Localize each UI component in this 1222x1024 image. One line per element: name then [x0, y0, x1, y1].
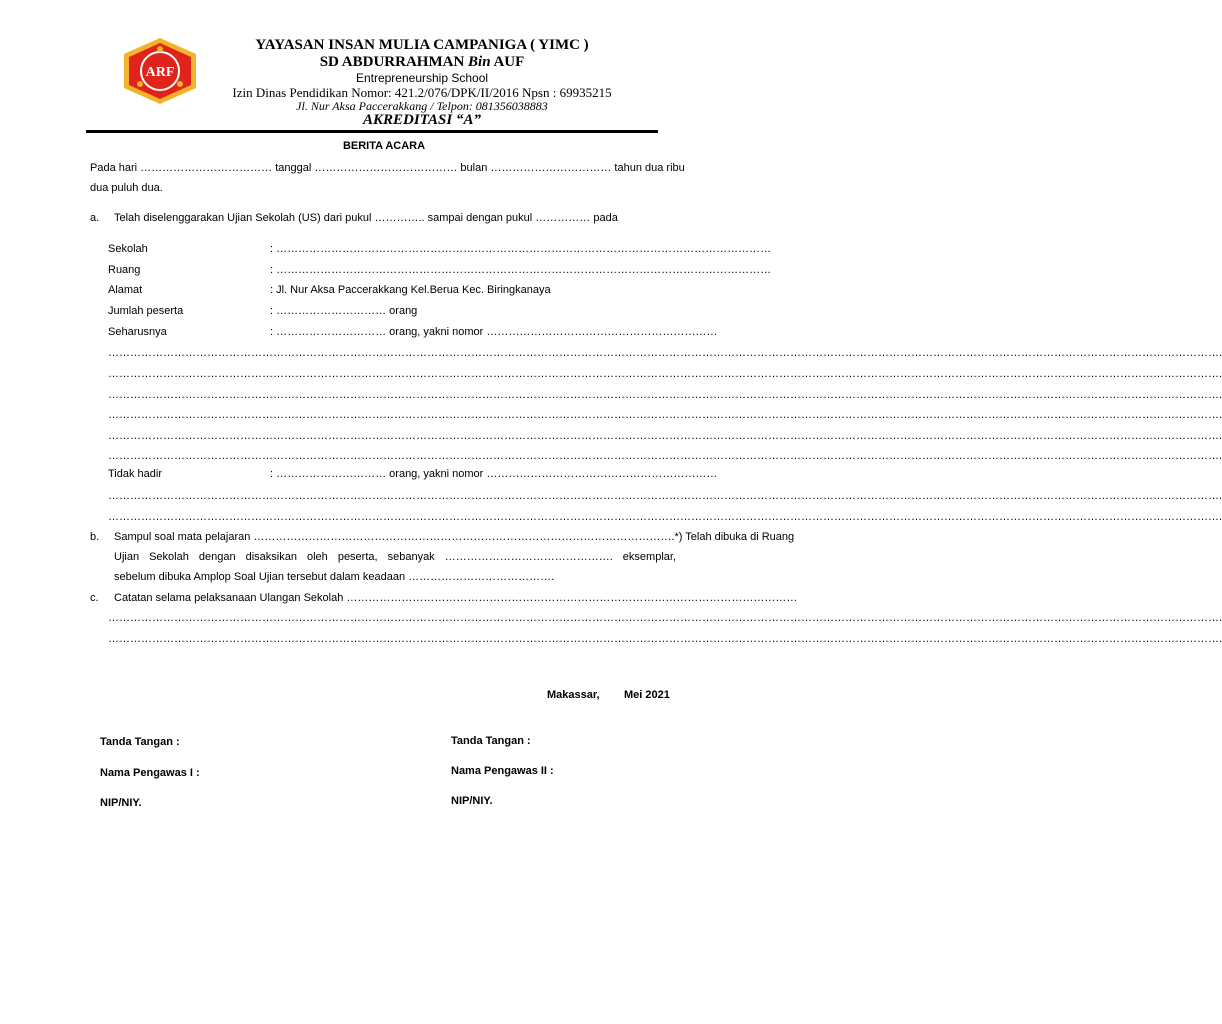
intro-line-2: dua puluh dua. [90, 182, 163, 194]
field-value-school: : ……………………………………………………………………………………………………………………… [270, 243, 772, 255]
signature-label: Tanda Tangan : [451, 735, 531, 747]
field-label-school: Sekolah [108, 243, 148, 255]
section-a-text: Telah diselenggarakan Ujian Sekolah (US) dari pukul ………….. sampai dengan pukul …………… pada [114, 212, 618, 224]
logo-text: ARF [145, 65, 175, 80]
signoff-city: Makassar, [547, 689, 600, 701]
dotted-line: ……………………………………………………………………………………………………………………………………………………………………………………………………………………………………………………………………………. [108, 633, 1222, 645]
dotted-line: ……………………………………………………………………………………………………………………………………………………………………………………………………………………………………………………………………………. [108, 430, 1222, 442]
nip-label: NIP/NIY. [100, 797, 142, 809]
document-title: BERITA ACARA [342, 140, 426, 152]
section-b-line-1: Sampul soal mata pelajaran …………………………………………………………………………………………………….*) Telah dibuka di Ruang [114, 531, 795, 543]
section-c-text: Catatan selama pelaksanaan Ulangan Sekolah …………………………………………………………………………………………………………… [114, 592, 798, 604]
field-value-participants: : ………………………… orang [270, 305, 418, 317]
supervisor-name-label: Nama Pengawas II : [451, 765, 554, 777]
school-name: SD ABDURRAHMAN Bin AUF [319, 54, 525, 70]
dotted-line: ……………………………………………………………………………………………………………………………………………………………………………………………………………………………………………………………………………. [108, 409, 1222, 421]
field-label-room: Ruang [108, 264, 141, 276]
section-b-marker: b. [90, 531, 100, 543]
signoff-date: Mei 2021 [624, 689, 670, 701]
dotted-line: ……………………………………………………………………………………………………………………………………………………………………………………………………………………………………………………………………………. [108, 490, 1222, 502]
letterhead-divider [86, 130, 658, 133]
intro-line-1: Pada hari ……………………………… tanggal ………………………………… bulan …………………………… tahun dua ribu [90, 162, 685, 174]
section-c-marker: c. [90, 592, 99, 604]
dotted-line: ……………………………………………………………………………………………………………………………………………………………………………………………………………………………………………………………………………. [108, 347, 1222, 359]
dotted-line: ……………………………………………………………………………………………………………………………………………………………………………………………………………………………………………………………………………. [108, 612, 1222, 624]
dotted-line: ……………………………………………………………………………………………………………………………………………………………………………………………………………………………………………………………………………. [108, 389, 1222, 401]
accreditation: AKREDITASI “A” [363, 112, 481, 128]
field-label-expected: Seharusnya [108, 326, 167, 338]
school-tagline: Entrepreneurship School [355, 71, 489, 85]
field-value-absent: : ………………………… orang, yakni nomor ……………………………………………………… [270, 468, 718, 480]
permit-number: Izin Dinas Pendidikan Nomor: 421.2/076/DPK/II/2016 Npsn : 69935215 [232, 85, 612, 100]
foundation-name: YAYASAN INSAN MULIA CAMPANIGA ( YIMC ) [255, 37, 589, 53]
dotted-line: ……………………………………………………………………………………………………………………………………………………………………………………………………………………………………………………………………………. [108, 368, 1222, 380]
dotted-line: ……………………………………………………………………………………………………………………………………………………………………………………………………………………………………………………………………………. [108, 511, 1222, 523]
field-label-address: Alamat [108, 284, 143, 296]
section-b-line-3: sebelum dibuka Amplop Soal Ujian tersebut dalam keadaan …………………………………. [114, 571, 555, 583]
nip-label: NIP/NIY. [451, 795, 493, 807]
field-label-participants: Jumlah peserta [108, 305, 184, 317]
school-address: Jl. Nur Aksa Paccerakkang / Telpon: 081356038883 [296, 99, 548, 113]
field-value-room: : ……………………………………………………………………………………………………………………… [270, 264, 772, 276]
school-logo [120, 36, 200, 106]
section-a-marker: a. [90, 212, 100, 224]
field-label-absent: Tidak hadir [108, 468, 163, 480]
signature-label: Tanda Tangan : [100, 736, 180, 748]
field-value-address: : Jl. Nur Aksa Paccerakkang Kel.Berua Kec. Biringkanaya [270, 284, 551, 296]
field-value-expected: : ………………………… orang, yakni nomor ……………………………………………………… [270, 326, 718, 338]
dotted-line: ……………………………………………………………………………………………………………………………………………………………………………………………………………………………………………………………………………. [108, 450, 1222, 462]
supervisor-name-label: Nama Pengawas I : [100, 767, 200, 779]
section-b-line-2: Ujian Sekolah dengan disaksikan oleh peserta, sebanyak ………………………………………. eksemplar, [114, 551, 676, 563]
